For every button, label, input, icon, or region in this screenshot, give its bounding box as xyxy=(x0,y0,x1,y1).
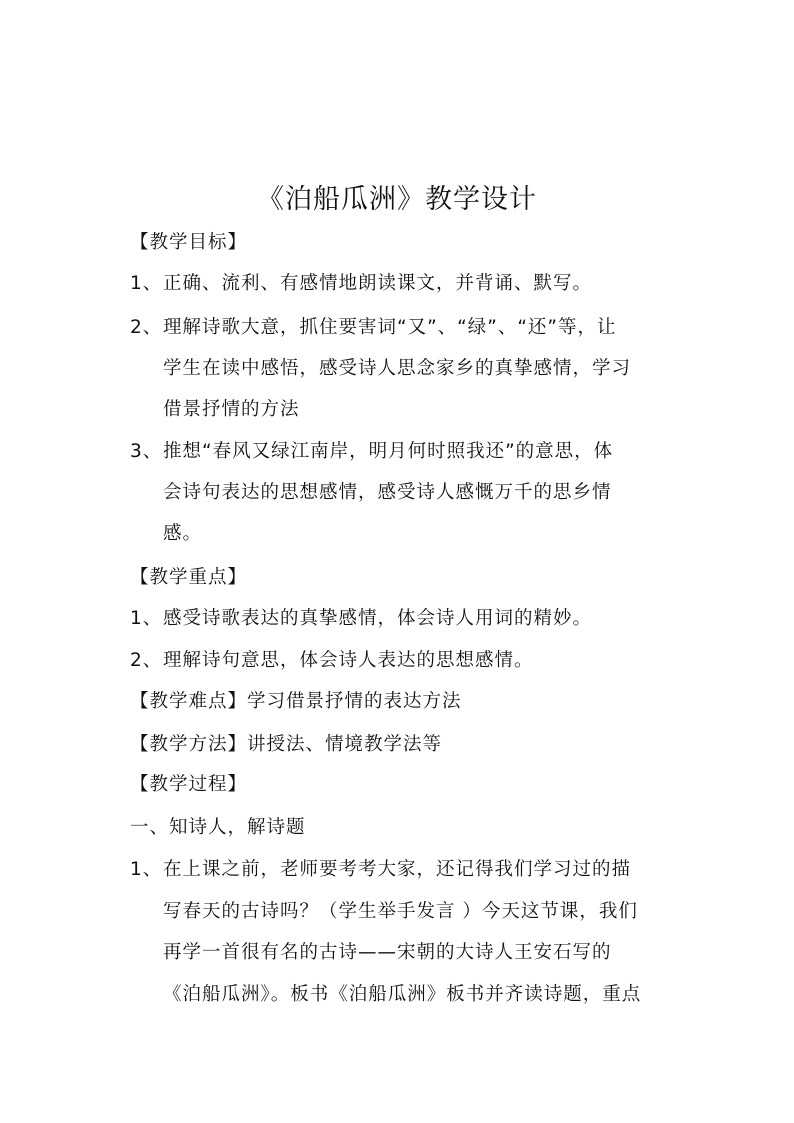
method-text: 讲授法、情境教学法等 xyxy=(247,734,443,755)
goal-item-2-line-1: 理解诗歌大意，抓住要害词“又”、“绿”、“还”等，让 xyxy=(163,317,617,338)
key-point-item-1-number: 1、 xyxy=(130,608,163,629)
goal-item-3 xyxy=(130,440,613,464)
goal-item-1 xyxy=(130,272,592,296)
difficulty-text: 学习借景抒情的表达方法 xyxy=(247,691,462,712)
goal-item-3-number: 3、 xyxy=(130,441,163,462)
section-heading-process: 【教学过程】 xyxy=(130,774,248,795)
key-point-item-2-text: 理解诗句意思，体会诗人表达的思想感情。 xyxy=(163,650,534,671)
goal-item-3-line-1: 推想“春风又绿江南岸，明月何时照我还”的意思，体 xyxy=(163,441,614,462)
process-step-1-heading: 一、知诗人，解诗题 xyxy=(130,817,306,838)
key-point-item-2 xyxy=(130,649,534,673)
page-title: 《泊船瓜洲》教学设计 xyxy=(257,184,537,215)
goal-item-2 xyxy=(130,316,617,340)
goal-item-3-line-3: 感。 xyxy=(163,523,203,544)
process-item-1-line-1: 在上课之前，老师要考考大家，还记得我们学习过的描 xyxy=(163,859,632,880)
process-item-1-line-2: 写春天的古诗吗？（学生举手发言 ）今天这节课，我们 xyxy=(163,901,638,922)
goal-item-2-line-2: 学生在读中感悟，感受诗人思念家乡的真挚感情，学习 xyxy=(163,358,632,379)
process-item-1-number: 1、 xyxy=(130,859,163,880)
section-method xyxy=(130,733,442,757)
goal-item-1-text: 正确、流利、有感情地朗读课文，并背诵、默写。 xyxy=(163,273,593,294)
section-heading-difficulty: 【教学难点】 xyxy=(130,691,248,712)
key-point-item-1-text: 感受诗歌表达的真挚感情，体会诗人用词的精妙。 xyxy=(163,608,593,629)
goal-item-3-line-2: 会诗句表达的思想感情，感受诗人感慨万千的思乡情 xyxy=(163,482,612,503)
goal-item-1-number: 1、 xyxy=(130,273,163,294)
goal-item-2-line-3: 借景抒情的方法 xyxy=(163,399,300,420)
process-item-1 xyxy=(130,858,631,882)
key-point-item-1 xyxy=(130,607,592,631)
key-point-item-2-number: 2、 xyxy=(130,650,163,671)
section-heading-key-points: 【教学重点】 xyxy=(130,567,248,588)
section-heading-goals: 【教学目标】 xyxy=(130,232,248,253)
process-item-1-line-3: 再学一首很有名的古诗——宋朝的大诗人王安石写的 xyxy=(163,942,612,963)
process-item-1-line-4: 《泊船瓜洲》。板书《泊船瓜洲》板书并齐读诗题，重点 xyxy=(163,984,642,1005)
goal-item-2-number: 2、 xyxy=(130,317,163,338)
section-heading-method: 【教学方法】 xyxy=(130,734,248,755)
section-difficulty xyxy=(130,690,462,714)
